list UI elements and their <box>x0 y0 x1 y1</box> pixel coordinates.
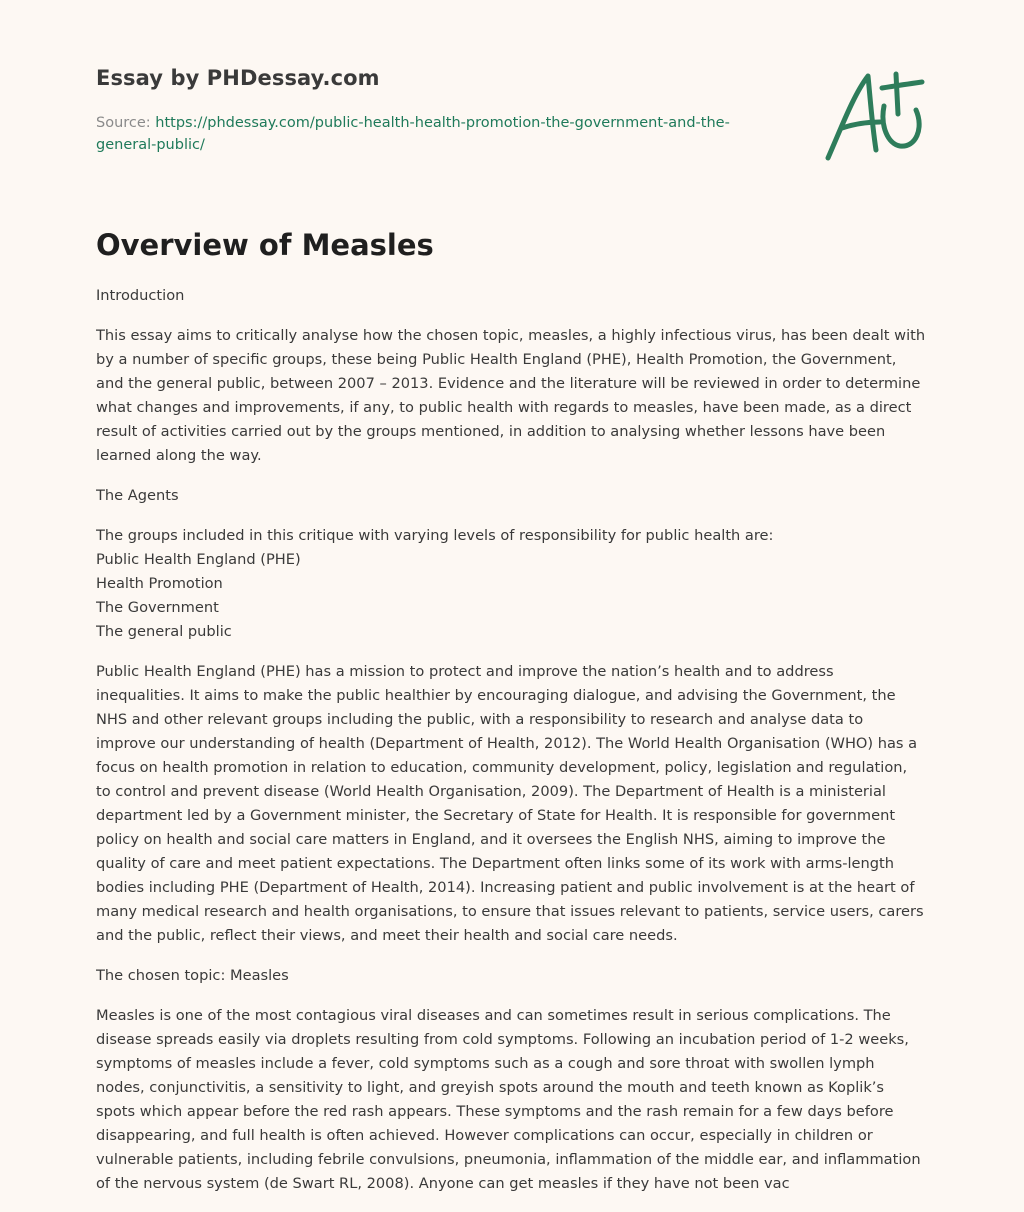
source-link[interactable]: https://phdessay.com/public-health-health-promotion-the-government-and-the-general-public/ <box>96 115 730 153</box>
phe-paragraph: Public Health England (PHE) has a mission to protect and improve the nation’s health and to address inequalities. It aims to make the public healthier by encouraging dialogue, and advising the Government, the NHS and other relevant groups including the public, with a responsibility to research and analyse data to improve our understanding of health (Department of Health, 2012). The World Health Organisation (WHO) has a focus on health promotion in relation to education, community development, policy, legislation and regulation, to control and prevent disease (World Health Organisation, 2009). The Department of Health is a ministerial department led by a Government minister, the Secretary of State for Health. It is responsible for government policy on health and social care matters in England, and it oversees the English NHS, aiming to improve the quality of care and meet patient expectations. The Department often links some of its work with arms-length bodies including PHE (Department of Health, 2014). Increasing patient and public involvement is at the heart of many medical research and health organisations, to ensure that issues relevant to patients, service users, carers and the public, reflect their views, and meet their health and social care needs. <box>96 663 924 944</box>
measles-paragraph: Measles is one of the most contagious viral diseases and can sometimes result in serious complications. The disease spreads easily via droplets resulting from cold symptoms. Following an incubation period of 1-2 weeks, symptoms of measles include a fever, cold symptoms such as a cough and sore throat with swollen lymph nodes, conjunctivitis, a sensitivity to light, and greyish spots around the mouth and teeth known as Koplik’s spots which appear before the red rash appears. These symptoms and the rash remain for a few days before disappearing, and full health is often achieved. However complications can occur, especially in children or vulnerable patients, including febrile convulsions, pneumonia, inflammation of the middle ear, and inflammation of the nervous system (de Swart RL, 2008). Anyone can get measles if they have not been vac <box>96 1007 921 1192</box>
source-line <box>96 112 776 156</box>
intro-heading: Introduction <box>96 287 185 304</box>
intro-paragraph: This essay aims to critically analyse how the chosen topic, measles, a highly infectious virus, has been dealt with by a number of specific groups, these being Public Health England (PHE), Health Promotion, the Government, and the general public, between 2007 – 2013. Evidence and the literature will be reviewed in order to determine what changes and improvements, if any, to public health with regards to measles, have been made, as a direct result of activities carried out by the groups mentioned, in addition to analysing whether lessons have been learned along the way. <box>96 327 926 464</box>
agents-list-item: The general public <box>96 623 232 640</box>
topic-heading: The chosen topic: Measles <box>96 967 289 984</box>
agents-list-item: The Government <box>96 599 219 616</box>
essay-body <box>96 284 926 1212</box>
agents-intro: The groups included in this critique with varying levels of responsibility for public health are: <box>96 527 774 544</box>
agents-list-item: Health Promotion <box>96 575 223 592</box>
agents-list-item: Public Health England (PHE) <box>96 551 301 568</box>
source-label: Source: <box>96 115 151 131</box>
agents-block <box>96 524 926 644</box>
a-plus-logo-icon <box>824 66 926 166</box>
essay-page <box>96 0 926 1212</box>
essay-title: Overview of Measles <box>96 228 434 262</box>
site-title: Essay by PHDessay.com <box>96 66 380 90</box>
agents-heading: The Agents <box>96 487 179 504</box>
